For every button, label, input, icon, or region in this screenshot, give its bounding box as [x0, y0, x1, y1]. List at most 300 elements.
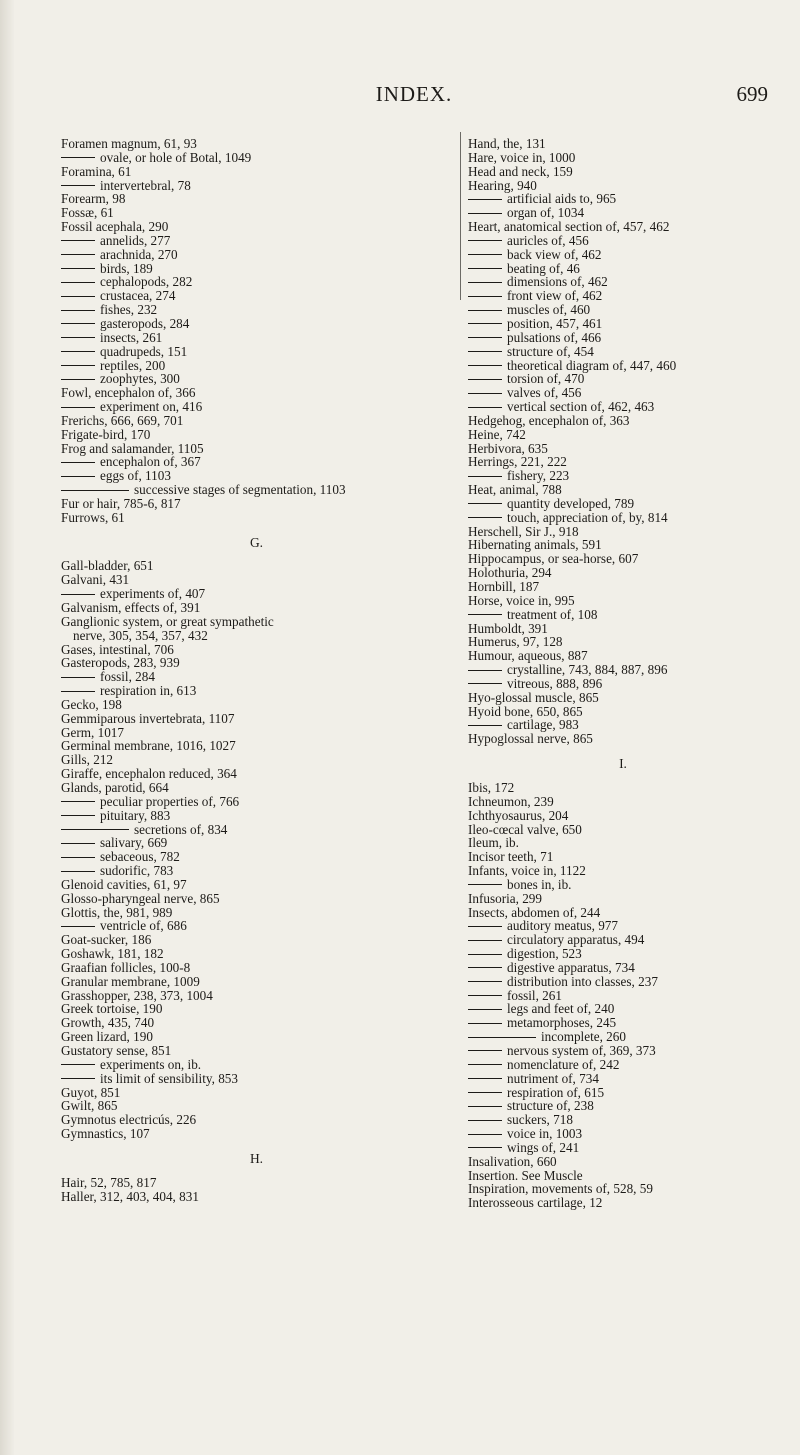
index-entry	[468, 179, 778, 193]
index-entry	[61, 656, 452, 670]
ditto-dash	[468, 1092, 502, 1093]
index-entry	[468, 1196, 778, 1210]
index-subentry	[468, 469, 778, 483]
index-subentry	[61, 248, 452, 262]
ditto-dash	[61, 157, 95, 158]
index-entry	[61, 781, 452, 795]
index-entry	[468, 552, 778, 566]
entry-text: Horse, voice in, 995	[468, 592, 575, 608]
ditto-dash	[468, 323, 502, 324]
index-subentry	[468, 1099, 778, 1113]
index-entry	[61, 1176, 452, 1190]
index-entry	[61, 698, 452, 712]
index-subentry	[61, 1058, 452, 1072]
entry-text: Galvani, 431	[61, 572, 130, 588]
ditto-dash	[61, 815, 95, 816]
index-entry	[61, 414, 452, 428]
entry-text: salivary, 669	[100, 835, 168, 851]
index-subentry	[468, 919, 778, 933]
entry-text: Head and neck, 159	[468, 163, 573, 179]
entry-text: structure of, 238	[507, 1098, 594, 1114]
ditto-dash	[468, 1037, 536, 1038]
entry-text: Germinal membrane, 1016, 1027	[61, 738, 236, 754]
index-entry	[468, 795, 778, 809]
entry-text: Glands, parotid, 664	[61, 779, 169, 795]
entry-text: valves of, 456	[507, 385, 582, 401]
index-entry	[61, 442, 452, 456]
index-entry	[468, 705, 778, 719]
ditto-dash	[468, 213, 502, 214]
index-subentry	[468, 1058, 778, 1072]
index-entry	[468, 635, 778, 649]
ditto-dash	[468, 1078, 502, 1079]
index-entry	[61, 1002, 452, 1016]
ditto-dash	[468, 296, 502, 297]
index-entry	[61, 615, 452, 629]
entry-text: Galvanism, effects of, 391	[61, 600, 201, 615]
entry-text: Green lizard, 190	[61, 1029, 153, 1045]
column-divider	[460, 132, 461, 300]
index-entry	[468, 566, 778, 580]
index-entry	[468, 836, 778, 850]
entry-text: Ichneumon, 239	[468, 793, 554, 809]
entry-text: Gemmiparous invertebrata, 1107	[61, 710, 235, 726]
entry-text: Heart, anatomical section of, 457, 462	[468, 219, 670, 235]
page-binding-edge	[0, 0, 14, 1455]
entry-text: Ileo-cœcal valve, 650	[468, 821, 582, 837]
entry-text: experiments of, 407	[100, 586, 206, 602]
entry-text: sudorific, 783	[100, 863, 174, 879]
index-subentry	[468, 317, 778, 331]
index-subentry	[468, 289, 778, 303]
index-subentry	[468, 497, 778, 511]
ditto-dash	[468, 517, 502, 518]
entry-text: Infants, voice in, 1122	[468, 863, 586, 879]
ditto-dash	[468, 351, 502, 352]
index-entry	[468, 1169, 778, 1183]
index-subentry	[61, 359, 452, 373]
entry-text: fossil, 261	[507, 987, 562, 1003]
entry-text: auricles of, 456	[507, 232, 589, 248]
ditto-dash	[61, 829, 129, 830]
entry-text: Holothuria, 294	[468, 565, 552, 581]
index-entry	[468, 165, 778, 179]
index-entry	[61, 906, 452, 920]
index-entry	[61, 878, 452, 892]
ditto-dash	[468, 268, 502, 269]
index-subentry	[468, 1030, 778, 1044]
entry-text: bones in, ib.	[507, 876, 572, 892]
index-subentry	[61, 836, 452, 850]
entry-text: ovale, or hole of Botal, 1049	[100, 149, 252, 165]
entry-text: back view of, 462	[507, 246, 602, 262]
entry-text: Foramen magnum, 61, 93	[61, 136, 197, 151]
entry-text: pulsations of, 466	[507, 329, 602, 345]
index-entry	[61, 989, 452, 1003]
index-entry	[468, 1182, 778, 1196]
ditto-dash	[468, 254, 502, 255]
index-subentry	[468, 248, 778, 262]
entry-text: pituitary, 883	[100, 807, 171, 823]
ditto-dash	[468, 1106, 502, 1107]
ditto-dash	[61, 857, 95, 858]
entry-text: arachnida, 270	[100, 246, 178, 262]
entry-text: Haller, 312, 403, 404, 831	[61, 1188, 199, 1204]
entry-text: insects, 261	[100, 329, 163, 345]
entry-text: Gymnotus electricús, 226	[61, 1112, 197, 1128]
entry-text: Fur or hair, 785-6, 817	[61, 495, 181, 511]
index-subentry	[468, 975, 778, 989]
entry-text: Giraffe, encephalon reduced, 364	[61, 766, 237, 782]
ditto-dash	[468, 940, 502, 941]
index-entry	[468, 483, 778, 497]
index-entry	[468, 732, 778, 746]
ditto-dash	[61, 185, 95, 186]
entry-text: Insalivation, 660	[468, 1153, 557, 1169]
index-subentry	[468, 206, 778, 220]
index-entry	[468, 622, 778, 636]
index-subentry	[468, 275, 778, 289]
entry-text: Hair, 52, 785, 817	[61, 1174, 157, 1190]
entry-text: Gecko, 198	[61, 696, 122, 712]
entry-text: secretions of, 834	[134, 821, 228, 837]
ditto-dash	[468, 379, 502, 380]
ditto-dash	[468, 926, 502, 927]
ditto-dash	[61, 240, 95, 241]
ditto-dash	[468, 1064, 502, 1065]
index-subentry	[468, 372, 778, 386]
entry-text: position, 457, 461	[507, 315, 603, 331]
index-entry	[468, 428, 778, 442]
index-entry	[468, 151, 778, 165]
index-entry	[61, 961, 452, 975]
index-subentry	[468, 947, 778, 961]
index-subentry	[468, 400, 778, 414]
index-entry	[61, 511, 452, 525]
index-subentry	[468, 1127, 778, 1141]
entry-text: Granular membrane, 1009	[61, 973, 200, 989]
entry-text: Frigate-bird, 170	[61, 426, 151, 442]
entry-text: quantity developed, 789	[507, 495, 635, 511]
index-subentry	[468, 989, 778, 1003]
entry-text: beating of, 46	[507, 260, 580, 276]
entry-text: Goat-sucker, 186	[61, 932, 152, 948]
entry-text: Ileum, ib.	[468, 835, 519, 851]
entry-text: peculiar properties of, 766	[100, 793, 240, 809]
entry-text: eggs of, 1103	[100, 468, 171, 484]
ditto-dash	[61, 337, 95, 338]
ditto-dash	[61, 677, 95, 678]
index-subentry	[468, 677, 778, 691]
entry-text: theoretical diagram of, 447, 460	[507, 357, 677, 373]
entry-text: Foramina, 61	[61, 163, 132, 179]
entry-text: Hand, the, 131	[468, 136, 546, 151]
ditto-dash	[61, 254, 95, 255]
ditto-dash	[468, 1147, 502, 1148]
ditto-dash	[468, 365, 502, 366]
section-letter: I.	[619, 756, 627, 772]
index-entry	[468, 414, 778, 428]
index-entry	[61, 1086, 452, 1100]
entry-text: sebaceous, 782	[100, 849, 180, 865]
ditto-dash	[468, 683, 502, 684]
entry-text: gasteropods, 284	[100, 315, 190, 331]
index-entry	[468, 442, 778, 456]
entry-text: Hedgehog, encephalon of, 363	[468, 412, 630, 428]
entry-text: nomenclature of, 242	[507, 1056, 620, 1072]
ditto-dash	[468, 1023, 502, 1024]
entry-text: Furrows, 61	[61, 509, 125, 525]
ditto-dash	[468, 725, 502, 726]
index-entry	[468, 864, 778, 878]
index-entry	[468, 892, 778, 906]
page-number: 699	[736, 82, 768, 106]
entry-text: Incisor teeth, 71	[468, 849, 554, 865]
entry-text: crystalline, 743, 884, 887, 896	[507, 662, 668, 678]
entry-text: nerve, 305, 354, 357, 432	[73, 627, 208, 643]
entry-text: Guyot, 851	[61, 1084, 121, 1100]
entry-text: Herschell, Sir J., 918	[468, 523, 579, 539]
index-subentry	[61, 289, 452, 303]
entry-text: Hornbill, 187	[468, 579, 540, 594]
entry-text: Herrings, 221, 222	[468, 454, 567, 470]
entry-text: Interosseous cartilage, 12	[468, 1195, 603, 1211]
ditto-dash	[468, 199, 502, 200]
entry-text: Heine, 742	[468, 426, 526, 442]
ditto-dash	[468, 407, 502, 408]
ditto-dash	[468, 1050, 502, 1051]
ditto-dash	[468, 670, 502, 671]
entry-text: Greek tortoise, 190	[61, 1001, 163, 1017]
index-entry	[61, 1099, 452, 1113]
entry-text: cephalopods, 282	[100, 274, 193, 290]
index-subentry	[468, 262, 778, 276]
entry-text: Hibernating animals, 591	[468, 537, 602, 553]
entry-text: fishery, 223	[507, 468, 570, 484]
entry-text: distribution into classes, 237	[507, 973, 658, 989]
ditto-dash	[61, 268, 95, 269]
entry-text: muscles of, 460	[507, 302, 591, 318]
entry-text: torsion of, 470	[507, 371, 585, 387]
index-entry	[61, 1044, 452, 1058]
entry-text: Growth, 435, 740	[61, 1015, 155, 1031]
entry-text: Glenoid cavities, 61, 97	[61, 876, 187, 892]
index-entry	[468, 594, 778, 608]
ditto-dash	[61, 296, 95, 297]
index-entry	[468, 691, 778, 705]
index-entry	[468, 850, 778, 864]
index-subentry	[468, 1044, 778, 1058]
index-entry	[61, 428, 452, 442]
ditto-dash	[61, 365, 95, 366]
index-entry	[61, 1016, 452, 1030]
entry-text: Insertion. See Muscle	[468, 1167, 583, 1183]
entry-text: quadrupeds, 151	[100, 343, 188, 359]
entry-text: respiration in, 613	[100, 683, 197, 699]
entry-text: digestive apparatus, 734	[507, 959, 635, 975]
entry-text: Graafian follicles, 100-8	[61, 959, 191, 975]
index-subentry	[468, 359, 778, 373]
index-subentry	[61, 151, 452, 165]
entry-text: circulatory apparatus, 494	[507, 932, 645, 948]
index-subentry	[468, 1086, 778, 1100]
entry-text: artificial aids to, 965	[507, 191, 617, 207]
index-subentry	[468, 718, 778, 732]
index-entry	[61, 726, 452, 740]
entry-text: Ganglionic system, or great sympathetic	[61, 613, 274, 629]
ditto-dash	[468, 393, 502, 394]
index-subentry	[468, 663, 778, 677]
index-entry	[61, 933, 452, 947]
index-subentry	[61, 684, 452, 698]
entry-text: Heat, animal, 788	[468, 482, 562, 498]
entry-text: Inspiration, movements of, 528, 59	[468, 1181, 653, 1197]
index-subentry	[468, 608, 778, 622]
index-entry	[468, 906, 778, 920]
entry-text: Humerus, 97, 128	[468, 634, 563, 650]
entry-text: Insects, abdomen of, 244	[468, 904, 601, 920]
entry-text: metamorphoses, 245	[507, 1015, 617, 1031]
index-entry	[468, 538, 778, 552]
entry-text: fossil, 284	[100, 669, 155, 685]
index-entry	[61, 767, 452, 781]
ditto-dash	[61, 691, 95, 692]
entry-text: voice in, 1003	[507, 1126, 583, 1142]
index-subentry	[61, 795, 452, 809]
index-entry	[61, 192, 452, 206]
index-subentry	[61, 303, 452, 317]
entry-text: incomplete, 260	[541, 1029, 626, 1045]
entry-text: ventricle of, 686	[100, 918, 187, 934]
index-subentry	[61, 469, 452, 483]
ditto-dash	[468, 240, 502, 241]
index-entry	[468, 455, 778, 469]
entry-text: Gasteropods, 283, 939	[61, 655, 180, 671]
index-entry	[61, 497, 452, 511]
index-entry	[61, 739, 452, 753]
entry-text: digestion, 523	[507, 946, 582, 962]
index-subentry	[61, 670, 452, 684]
entry-text: Gills, 212	[61, 752, 114, 768]
entry-text: Ibis, 172	[468, 779, 515, 795]
index-entry	[61, 220, 452, 234]
ditto-dash	[61, 1064, 95, 1065]
ditto-dash	[468, 1120, 502, 1121]
entry-text: vertical section of, 462, 463	[507, 399, 655, 415]
index-entry	[61, 712, 452, 726]
entry-text: suckers, 718	[507, 1112, 573, 1128]
running-title: INDEX.	[375, 82, 453, 106]
entry-text: Infusoria, 299	[468, 890, 542, 906]
index-entry	[61, 601, 452, 615]
index-entry	[61, 1190, 452, 1204]
index-subentry	[468, 386, 778, 400]
ditto-dash	[61, 594, 95, 595]
index-subentry	[61, 587, 452, 601]
ditto-dash	[468, 310, 502, 311]
index-entry	[468, 137, 778, 151]
entry-text: Glottis, the, 981, 989	[61, 904, 173, 920]
entry-text: Glosso-pharyngeal nerve, 865	[61, 890, 220, 906]
entry-text: encephalon of, 367	[100, 454, 201, 470]
ditto-dash	[61, 926, 95, 927]
index-entry	[468, 781, 778, 795]
entry-text: Forearm, 98	[61, 191, 126, 207]
entry-text: Fossæ, 61	[61, 205, 114, 221]
index-column-left	[61, 137, 452, 1203]
entry-text: its limit of sensibility, 853	[100, 1070, 238, 1086]
entry-text: successive stages of segmentation, 1103	[134, 482, 346, 498]
entry-text: reptiles, 200	[100, 357, 166, 373]
entry-text: experiment on, 416	[100, 399, 203, 415]
entry-text: intervertebral, 78	[100, 177, 191, 193]
index-subentry	[61, 919, 452, 933]
index-subentry	[61, 372, 452, 386]
ditto-dash	[468, 337, 502, 338]
index-subentry	[61, 331, 452, 345]
entry-text: wings of, 241	[507, 1139, 580, 1155]
index-subentry	[61, 345, 452, 359]
ditto-dash	[61, 1078, 95, 1079]
index-subentry	[61, 823, 452, 837]
ditto-dash	[468, 503, 502, 504]
index-subentry	[61, 864, 452, 878]
entry-text: annelids, 277	[100, 232, 171, 248]
ditto-dash	[61, 476, 95, 477]
index-entry	[61, 137, 452, 151]
index-entry	[61, 386, 452, 400]
index-entry	[61, 975, 452, 989]
entry-text: front view of, 462	[507, 288, 603, 304]
entry-text: Gall-bladder, 651	[61, 558, 154, 574]
index-subentry	[61, 317, 452, 331]
index-entry	[61, 643, 452, 657]
page-header	[60, 82, 768, 112]
index-entry	[468, 525, 778, 539]
ditto-dash	[61, 871, 95, 872]
entry-text: organ of, 1034	[507, 205, 585, 221]
ditto-dash	[61, 801, 95, 802]
entry-text: nutriment of, 734	[507, 1070, 599, 1086]
entry-text: birds, 189	[100, 260, 153, 276]
index-subentry	[61, 809, 452, 823]
ditto-dash	[61, 462, 95, 463]
entry-text: cartilage, 983	[507, 717, 579, 733]
index-subentry	[61, 275, 452, 289]
ditto-dash	[468, 954, 502, 955]
ditto-dash	[61, 323, 95, 324]
entry-text: treatment of, 108	[507, 606, 598, 622]
index-subentry	[468, 961, 778, 975]
index-subentry	[61, 850, 452, 864]
index-entry	[61, 1113, 452, 1127]
index-subentry	[468, 1002, 778, 1016]
entry-text: auditory meatus, 977	[507, 918, 618, 934]
index-subentry	[468, 345, 778, 359]
index-subentry	[61, 400, 452, 414]
index-subentry	[61, 234, 452, 248]
index-subentry	[468, 1016, 778, 1030]
entry-text: experiments on, ib.	[100, 1056, 202, 1072]
entry-text: Germ, 1017	[61, 724, 124, 740]
ditto-dash	[61, 379, 95, 380]
index-subentry	[468, 1113, 778, 1127]
index-subentry	[61, 262, 452, 276]
entry-text: respiration of, 615	[507, 1084, 605, 1100]
entry-text: Humboldt, 391	[468, 620, 548, 636]
entry-text: structure of, 454	[507, 343, 594, 359]
index-subentry	[61, 455, 452, 469]
